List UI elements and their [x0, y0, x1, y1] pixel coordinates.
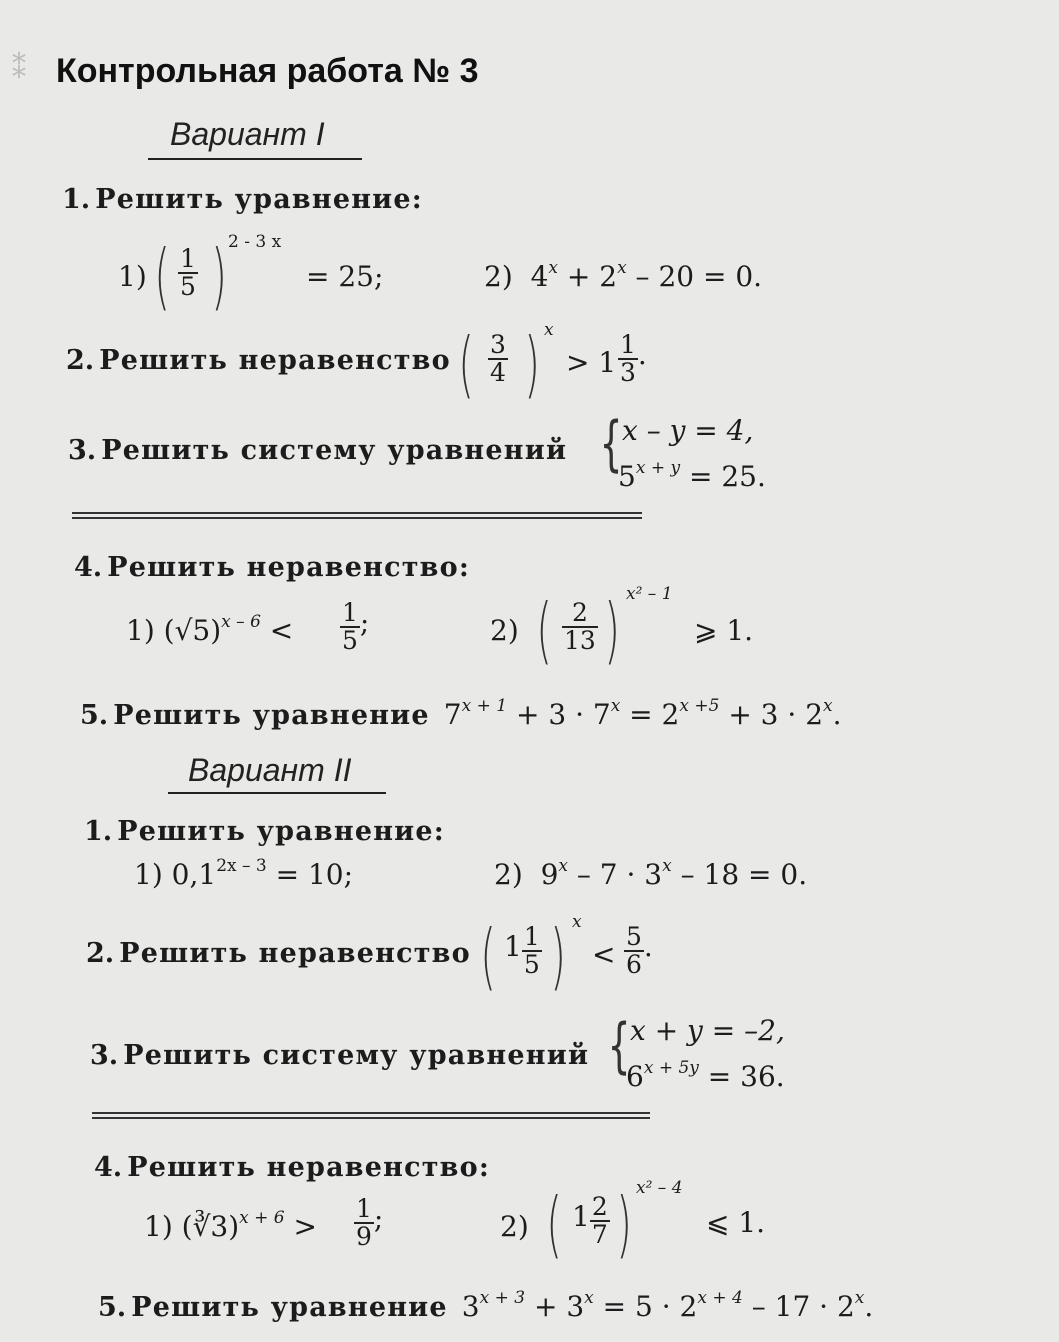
v1-t4-fraction-1: $\frac{1}{5}$ ; — [342, 598, 370, 656]
v1-t2-exponent: x — [544, 320, 554, 340]
v1-t1-rhs: = 25; — [306, 260, 384, 293]
v1-t1-label-1: 1) — [118, 260, 147, 293]
variant-2-underline — [168, 792, 386, 794]
v1-t4-rhs: ⩾ 1. — [694, 614, 754, 647]
v1-task-5: 5. Решить уравнение $7^{x + 1} + 3 \cdot 7^x = 2^{x +5} + 3 \cdot 2^x$. — [80, 696, 842, 731]
v1-t4-ineq-1: 1) $(√5)^{x - 6}$ < — [126, 612, 294, 647]
v1-t3-brace: { — [599, 409, 623, 479]
v2-task-1: 1. Решить уравнение: — [84, 816, 445, 847]
v2-t4-fraction-1: $\frac{1}{9}$ ; — [356, 1194, 384, 1252]
v2-t4-ineq-1: 1) (∛3)$^{x + 6}$ > — [144, 1208, 318, 1243]
v1-task-3: 3. Решить систему уравнений — [68, 435, 568, 466]
v2-t2-mixed: 1 $\frac{1}{5}$ — [504, 922, 540, 980]
v1-t4-fraction-2: $\frac{2}{13}$ — [564, 598, 596, 656]
v1-separator — [72, 512, 642, 519]
v1-t2-relation: > 1 — [566, 346, 617, 379]
page-title: Контрольная работа № 3 — [56, 52, 479, 90]
v2-task-3: 3. Решить систему уравнений — [90, 1040, 590, 1071]
v1-task-4: 4. Решить неравенство: — [74, 552, 470, 583]
v1-t3-eq1: x – y = 4, — [622, 414, 754, 447]
margin-mark: ⁑ — [12, 52, 26, 85]
v2-t4-label-2: 2) — [500, 1210, 529, 1243]
variant-1-heading: Вариант I — [170, 116, 325, 152]
v1-task-2: 2. Решить неравенство — [66, 345, 451, 376]
v2-t1-eq-2: 2) $9^x - 7 \cdot 3^x - 18 = 0$. — [494, 856, 808, 891]
v1-t4-paren-close: ) — [604, 588, 620, 672]
v2-t2-paren-close: ) — [550, 914, 566, 998]
v1-t4-paren-open: ( — [536, 588, 552, 672]
v2-separator — [92, 1112, 650, 1119]
v1-t1-fraction: $\frac{1}{5}$ — [180, 244, 196, 302]
v2-t2-exponent: x — [572, 912, 582, 932]
v2-t3-eq1: x + y = –2, — [630, 1014, 785, 1047]
v2-t1-eq-1: 1) $0,1^{2x - 3} = 10$; — [134, 856, 354, 891]
v1-t2-fraction: $\frac{3}{4}$ — [490, 330, 506, 388]
v2-task-4: 4. Решить неравенство: — [94, 1152, 490, 1183]
v2-task-2: 2. Решить неравенство — [86, 938, 471, 969]
v1-t1-paren-open: ( — [154, 234, 170, 318]
v1-t4-exponent: x² – 1 — [626, 584, 673, 604]
v1-t2-paren-close: ) — [524, 322, 540, 406]
v2-t2-fraction: $\frac{5}{6}$ . — [626, 922, 653, 980]
v2-t4-paren-close: ) — [616, 1182, 632, 1266]
v2-t4-exponent: x² – 4 — [636, 1178, 683, 1198]
v2-t4-mixed: 1 $\frac{2}{7}$ — [572, 1192, 608, 1250]
v2-task-5: 5. Решить уравнение $3^{x + 3} + 3^x = 5 \cdot 2^{x + 4} - 17 \cdot 2^x$. — [98, 1288, 874, 1323]
variant-2-heading: Вариант II — [188, 752, 352, 788]
v1-t1-paren-close: ) — [211, 234, 227, 318]
variant-1-underline — [148, 158, 362, 160]
v2-t3-brace: { — [607, 1011, 631, 1081]
v1-t2-mixed-fraction: $\frac{1}{3}$ . — [620, 330, 647, 388]
v1-t4-label-2: 2) — [490, 614, 519, 647]
v1-t2-paren-open: ( — [458, 322, 474, 406]
v2-t4-paren-open: ( — [546, 1182, 562, 1266]
v1-t1-exponent: 2 - 3 x — [228, 232, 282, 252]
v1-t1-eq-2: 2) $4^x + 2^x - 20 = 0$. — [484, 258, 763, 293]
v1-task-1: 1. Решить уравнение: — [62, 184, 423, 215]
v2-t2-relation: < — [592, 938, 616, 971]
v2-t3-eq2: $6^{x + 5y} = 36$. — [626, 1058, 785, 1093]
v2-t4-rhs: ⩽ 1. — [706, 1206, 766, 1239]
v1-t3-eq2: $5^{x + y} = 25$. — [618, 458, 766, 493]
v2-t2-paren-open: ( — [480, 914, 496, 998]
